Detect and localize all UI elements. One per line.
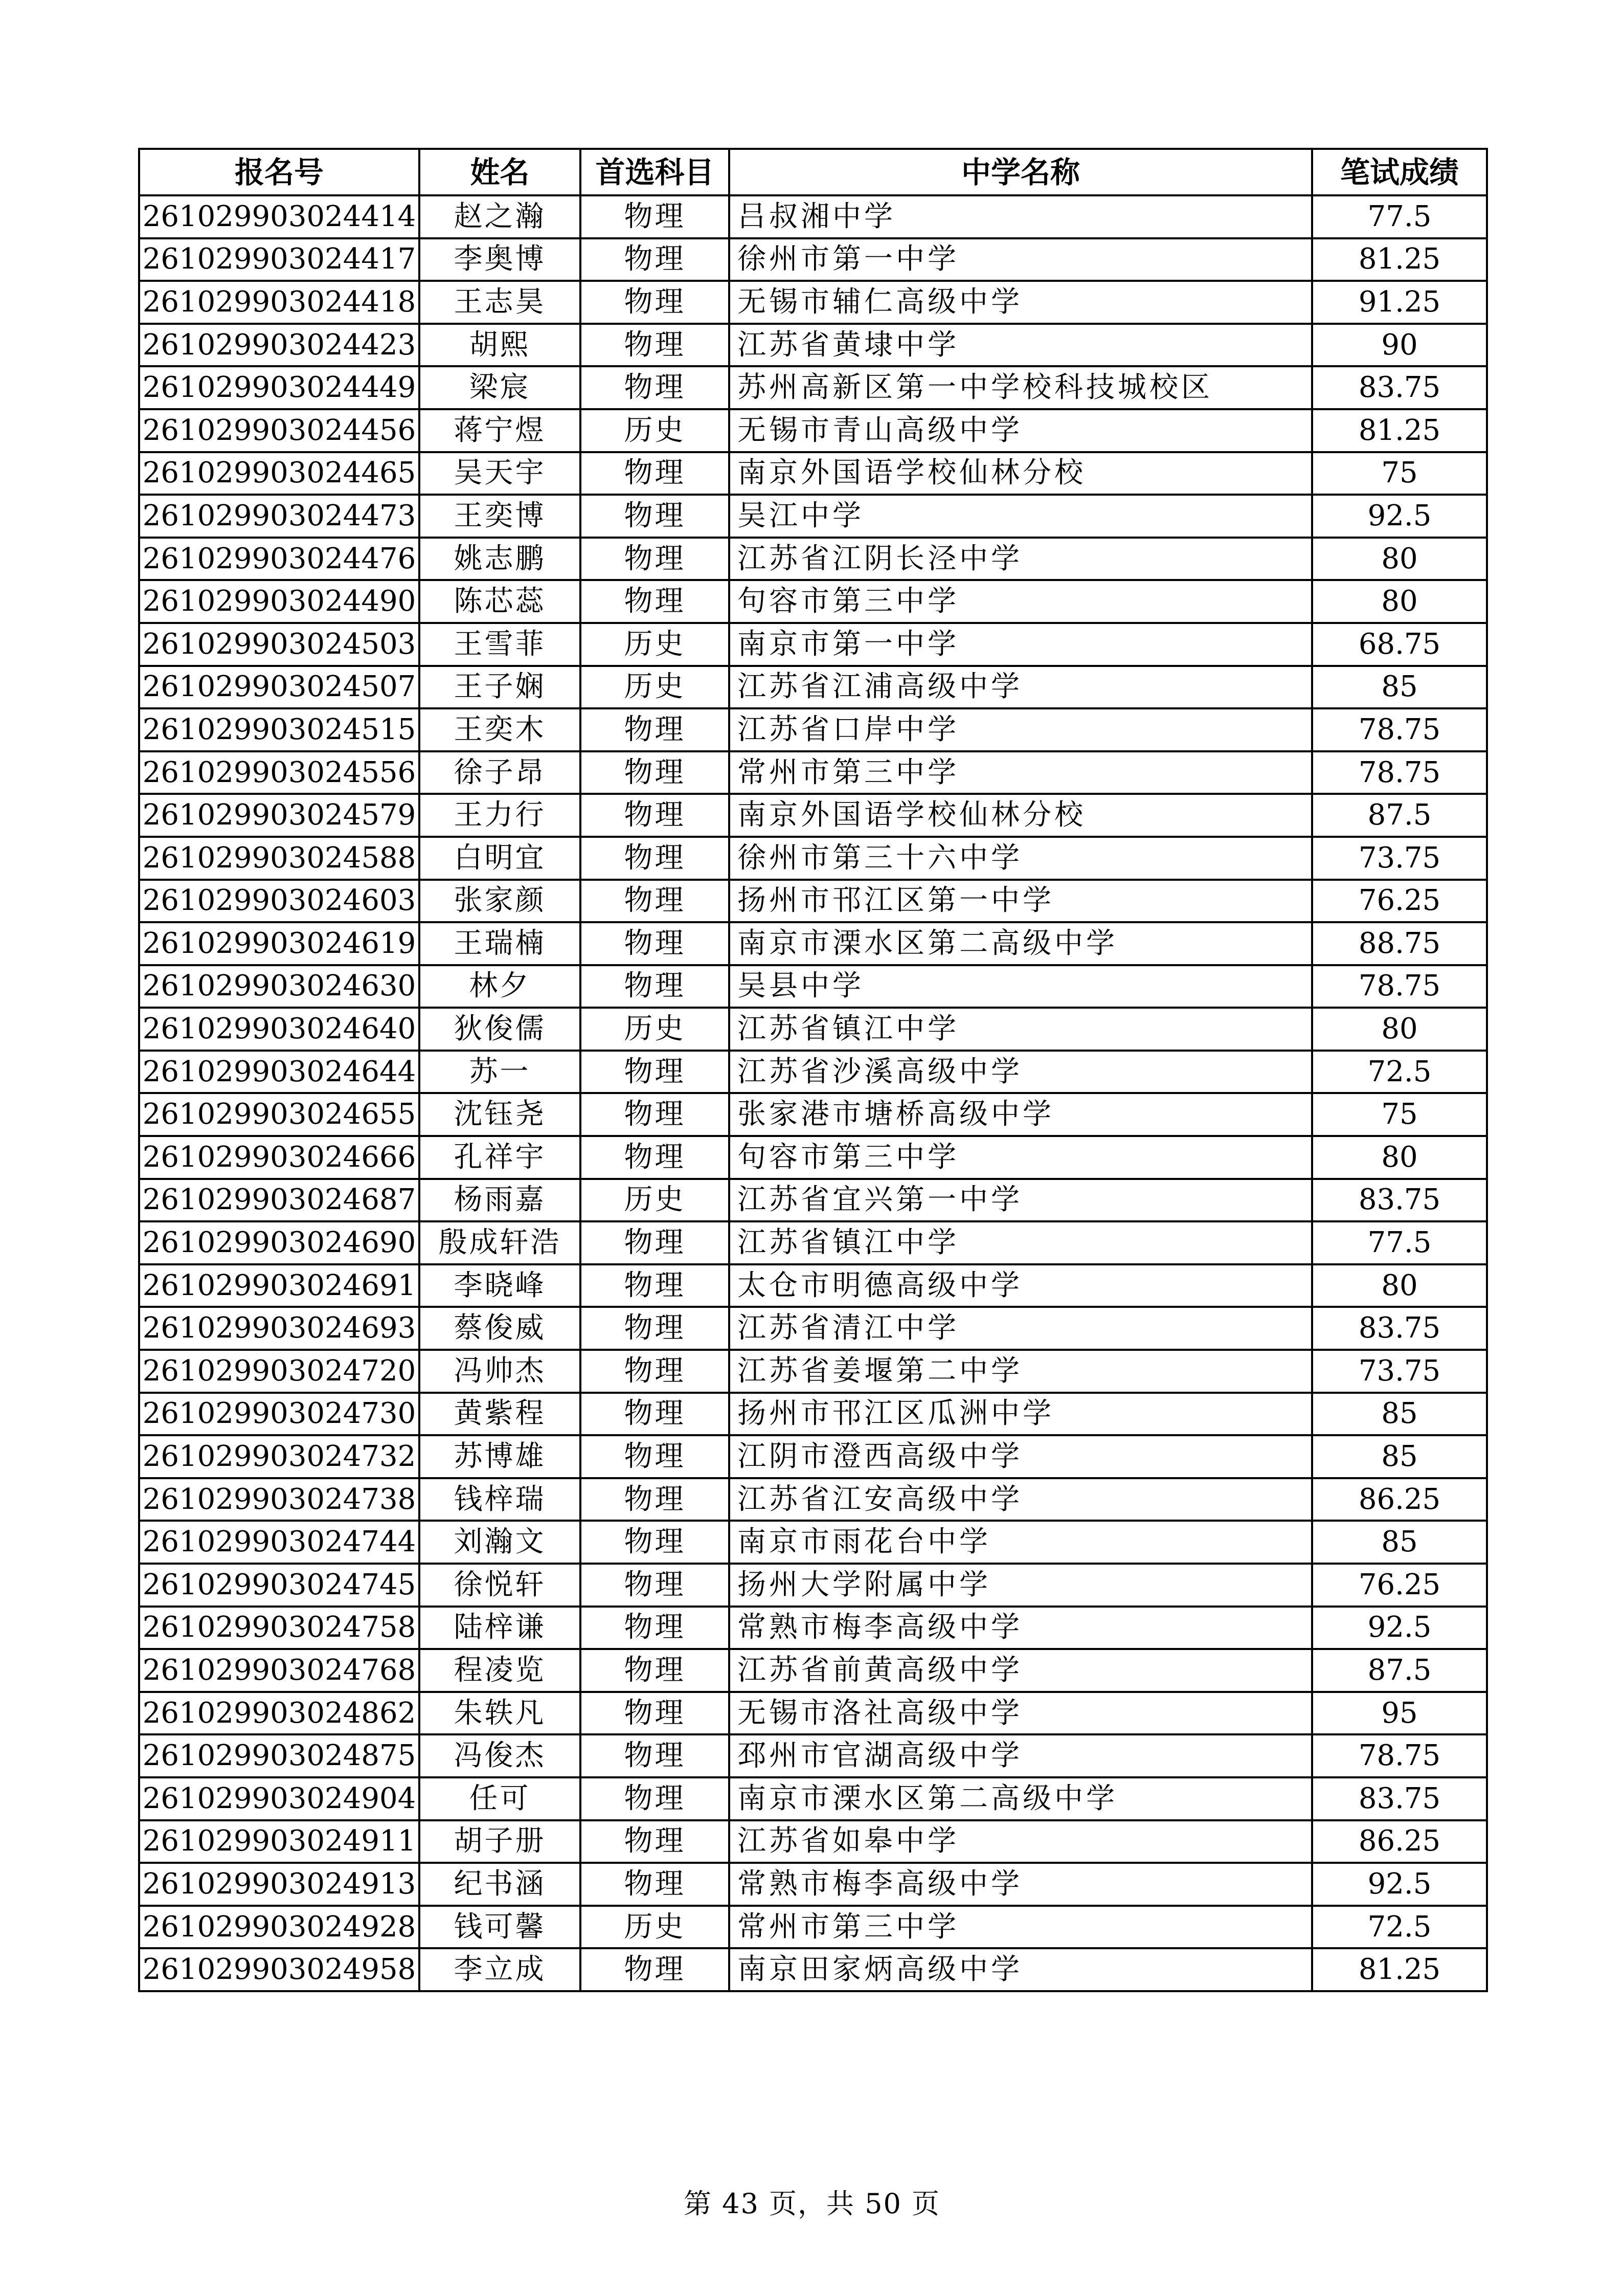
cell-written-score: 68.75 (1312, 623, 1487, 666)
cell-registration-number: 261029903024720 (139, 1350, 419, 1393)
cell-name: 钱可馨 (419, 1906, 580, 1949)
cell-written-score: 81.25 (1312, 409, 1487, 452)
cell-school-name: 扬州市邗江区第一中学 (729, 880, 1312, 923)
cell-primary-subject: 物理 (580, 1264, 729, 1307)
cell-registration-number: 261029903024423 (139, 324, 419, 367)
cell-written-score: 92.5 (1312, 1863, 1487, 1906)
cell-registration-number: 261029903024744 (139, 1521, 419, 1564)
cell-written-score: 83.75 (1312, 366, 1487, 409)
header-written-score: 笔试成绩 (1312, 149, 1487, 195)
cell-written-score: 77.5 (1312, 1221, 1487, 1264)
cell-registration-number: 261029903024418 (139, 281, 419, 324)
table-row (139, 837, 1487, 880)
cell-primary-subject: 物理 (580, 324, 729, 367)
cell-registration-number: 261029903024476 (139, 538, 419, 581)
cell-written-score: 76.25 (1312, 880, 1487, 923)
cell-registration-number: 261029903024503 (139, 623, 419, 666)
cell-name: 王雪菲 (419, 623, 580, 666)
cell-written-score: 87.5 (1312, 794, 1487, 837)
cell-primary-subject: 物理 (580, 1350, 729, 1393)
cell-primary-subject: 物理 (580, 794, 729, 837)
cell-name: 姚志鹏 (419, 538, 580, 581)
cell-primary-subject: 物理 (580, 281, 729, 324)
cell-primary-subject: 历史 (580, 623, 729, 666)
cell-registration-number: 261029903024958 (139, 1948, 419, 1991)
cell-registration-number: 261029903024588 (139, 837, 419, 880)
cell-school-name: 江苏省镇江中学 (729, 1008, 1312, 1051)
cell-school-name: 江苏省前黄高级中学 (729, 1649, 1312, 1692)
cell-registration-number: 261029903024745 (139, 1564, 419, 1607)
table-row (139, 1521, 1487, 1564)
cell-school-name: 江苏省宜兴第一中学 (729, 1179, 1312, 1222)
cell-written-score: 83.75 (1312, 1777, 1487, 1820)
cell-primary-subject: 物理 (580, 1221, 729, 1264)
cell-name: 冯帅杰 (419, 1350, 580, 1393)
cell-school-name: 张家港市塘桥高级中学 (729, 1093, 1312, 1136)
cell-registration-number: 261029903024515 (139, 708, 419, 751)
cell-primary-subject: 物理 (580, 751, 729, 794)
cell-school-name: 常熟市梅李高级中学 (729, 1607, 1312, 1649)
cell-school-name: 南京市溧水区第二高级中学 (729, 1777, 1312, 1820)
table-row (139, 1008, 1487, 1051)
cell-written-score: 80 (1312, 580, 1487, 623)
cell-name: 蔡俊威 (419, 1307, 580, 1350)
cell-primary-subject: 物理 (580, 1863, 729, 1906)
cell-written-score: 80 (1312, 538, 1487, 581)
cell-registration-number: 261029903024603 (139, 880, 419, 923)
table-row (139, 1564, 1487, 1607)
cell-school-name: 南京田家炳高级中学 (729, 1948, 1312, 1991)
cell-written-score: 77.5 (1312, 195, 1487, 238)
cell-registration-number: 261029903024507 (139, 666, 419, 709)
cell-primary-subject: 历史 (580, 409, 729, 452)
table-row (139, 538, 1487, 581)
cell-school-name: 太仓市明德高级中学 (729, 1264, 1312, 1307)
table-row (139, 666, 1487, 709)
cell-school-name: 江苏省如皋中学 (729, 1820, 1312, 1863)
header-primary-subject: 首选科目 (580, 149, 729, 195)
cell-school-name: 扬州大学附属中学 (729, 1564, 1312, 1607)
cell-name: 梁宸 (419, 366, 580, 409)
cell-primary-subject: 物理 (580, 1093, 729, 1136)
cell-school-name: 常州市第三中学 (729, 751, 1312, 794)
table-row (139, 580, 1487, 623)
cell-school-name: 江苏省江阴长泾中学 (729, 538, 1312, 581)
cell-school-name: 句容市第三中学 (729, 580, 1312, 623)
cell-written-score: 80 (1312, 1264, 1487, 1307)
cell-registration-number: 261029903024579 (139, 794, 419, 837)
table-header-row (139, 149, 1487, 195)
cell-primary-subject: 物理 (580, 880, 729, 923)
cell-primary-subject: 物理 (580, 1393, 729, 1436)
cell-school-name: 吴江中学 (729, 495, 1312, 538)
cell-name: 陈芯蕊 (419, 580, 580, 623)
cell-school-name: 南京市溧水区第二高级中学 (729, 922, 1312, 965)
table-body (139, 195, 1487, 1991)
cell-school-name: 常州市第三中学 (729, 1906, 1312, 1949)
cell-written-score: 75 (1312, 452, 1487, 495)
cell-written-score: 72.5 (1312, 1906, 1487, 1949)
cell-name: 钱梓瑞 (419, 1478, 580, 1521)
table-row (139, 281, 1487, 324)
cell-written-score: 92.5 (1312, 1607, 1487, 1649)
cell-registration-number: 261029903024913 (139, 1863, 419, 1906)
cell-school-name: 扬州市邗江区瓜洲中学 (729, 1393, 1312, 1436)
table-row (139, 1649, 1487, 1692)
cell-registration-number: 261029903024875 (139, 1734, 419, 1777)
cell-registration-number: 261029903024666 (139, 1136, 419, 1179)
cell-registration-number: 261029903024693 (139, 1307, 419, 1350)
cell-registration-number: 261029903024928 (139, 1906, 419, 1949)
cell-primary-subject: 物理 (580, 1136, 729, 1179)
cell-primary-subject: 物理 (580, 195, 729, 238)
cell-registration-number: 261029903024687 (139, 1179, 419, 1222)
cell-primary-subject: 物理 (580, 452, 729, 495)
cell-name: 朱轶凡 (419, 1692, 580, 1735)
cell-written-score: 80 (1312, 1008, 1487, 1051)
cell-written-score: 78.75 (1312, 708, 1487, 751)
cell-registration-number: 261029903024691 (139, 1264, 419, 1307)
cell-name: 王子娴 (419, 666, 580, 709)
cell-name: 苏博雄 (419, 1435, 580, 1478)
cell-registration-number: 261029903024417 (139, 238, 419, 281)
table-row (139, 965, 1487, 1008)
cell-name: 程凌览 (419, 1649, 580, 1692)
cell-primary-subject: 物理 (580, 922, 729, 965)
cell-name: 张家颜 (419, 880, 580, 923)
cell-written-score: 83.75 (1312, 1307, 1487, 1350)
table-row (139, 1221, 1487, 1264)
cell-registration-number: 261029903024473 (139, 495, 419, 538)
cell-name: 陆梓谦 (419, 1607, 580, 1649)
cell-school-name: 江阴市澄西高级中学 (729, 1435, 1312, 1478)
cell-name: 王力行 (419, 794, 580, 837)
cell-school-name: 江苏省姜堰第二中学 (729, 1350, 1312, 1393)
cell-school-name: 句容市第三中学 (729, 1136, 1312, 1179)
cell-registration-number: 261029903024904 (139, 1777, 419, 1820)
cell-primary-subject: 物理 (580, 1948, 729, 1991)
cell-primary-subject: 物理 (580, 1607, 729, 1649)
table-row (139, 238, 1487, 281)
cell-written-score: 92.5 (1312, 495, 1487, 538)
cell-registration-number: 261029903024732 (139, 1435, 419, 1478)
cell-written-score: 85 (1312, 1435, 1487, 1478)
table-row (139, 495, 1487, 538)
cell-school-name: 江苏省江安高级中学 (729, 1478, 1312, 1521)
cell-written-score: 86.25 (1312, 1478, 1487, 1521)
cell-written-score: 87.5 (1312, 1649, 1487, 1692)
cell-school-name: 徐州市第一中学 (729, 238, 1312, 281)
cell-school-name: 无锡市青山高级中学 (729, 409, 1312, 452)
cell-name: 王奕博 (419, 495, 580, 538)
cell-name: 徐悦轩 (419, 1564, 580, 1607)
cell-written-score: 75 (1312, 1093, 1487, 1136)
cell-primary-subject: 物理 (580, 1307, 729, 1350)
cell-primary-subject: 物理 (580, 708, 729, 751)
score-table (138, 148, 1488, 1992)
cell-registration-number: 261029903024768 (139, 1649, 419, 1692)
cell-written-score: 72.5 (1312, 1051, 1487, 1094)
cell-registration-number: 261029903024758 (139, 1607, 419, 1649)
cell-name: 孔祥宇 (419, 1136, 580, 1179)
cell-name: 沈钰尧 (419, 1093, 580, 1136)
table-row (139, 1136, 1487, 1179)
cell-written-score: 73.75 (1312, 1350, 1487, 1393)
cell-registration-number: 261029903024414 (139, 195, 419, 238)
table-row (139, 1607, 1487, 1649)
table-row (139, 1307, 1487, 1350)
cell-registration-number: 261029903024690 (139, 1221, 419, 1264)
cell-primary-subject: 物理 (580, 1521, 729, 1564)
table-row (139, 452, 1487, 495)
cell-primary-subject: 物理 (580, 965, 729, 1008)
cell-name: 林夕 (419, 965, 580, 1008)
cell-primary-subject: 物理 (580, 1777, 729, 1820)
cell-name: 刘瀚文 (419, 1521, 580, 1564)
table-row (139, 708, 1487, 751)
cell-name: 王瑞楠 (419, 922, 580, 965)
cell-school-name: 邳州市官湖高级中学 (729, 1734, 1312, 1777)
cell-written-score: 73.75 (1312, 837, 1487, 880)
cell-written-score: 80 (1312, 1136, 1487, 1179)
cell-primary-subject: 物理 (580, 1478, 729, 1521)
table-row (139, 409, 1487, 452)
cell-registration-number: 261029903024630 (139, 965, 419, 1008)
table-row (139, 751, 1487, 794)
cell-written-score: 88.75 (1312, 922, 1487, 965)
cell-school-name: 吴县中学 (729, 965, 1312, 1008)
cell-primary-subject: 物理 (580, 1564, 729, 1607)
table-row (139, 1777, 1487, 1820)
table-row (139, 1051, 1487, 1094)
cell-written-score: 83.75 (1312, 1179, 1487, 1222)
cell-school-name: 无锡市洛社高级中学 (729, 1692, 1312, 1735)
cell-school-name: 常熟市梅李高级中学 (729, 1863, 1312, 1906)
cell-name: 冯俊杰 (419, 1734, 580, 1777)
cell-name: 黄紫程 (419, 1393, 580, 1436)
cell-written-score: 95 (1312, 1692, 1487, 1735)
cell-name: 王奕木 (419, 708, 580, 751)
cell-primary-subject: 历史 (580, 666, 729, 709)
table-row (139, 794, 1487, 837)
table-row (139, 366, 1487, 409)
header-name: 姓名 (419, 149, 580, 195)
cell-registration-number: 261029903024640 (139, 1008, 419, 1051)
cell-school-name: 南京市雨花台中学 (729, 1521, 1312, 1564)
cell-primary-subject: 历史 (580, 1008, 729, 1051)
cell-written-score: 78.75 (1312, 751, 1487, 794)
cell-school-name: 江苏省口岸中学 (729, 708, 1312, 751)
cell-name: 王志昊 (419, 281, 580, 324)
cell-name: 李奥博 (419, 238, 580, 281)
cell-name: 任可 (419, 1777, 580, 1820)
cell-written-score: 85 (1312, 1393, 1487, 1436)
cell-registration-number: 261029903024655 (139, 1093, 419, 1136)
table-row (139, 1393, 1487, 1436)
cell-registration-number: 261029903024449 (139, 366, 419, 409)
cell-primary-subject: 物理 (580, 580, 729, 623)
cell-primary-subject: 物理 (580, 538, 729, 581)
cell-registration-number: 261029903024490 (139, 580, 419, 623)
cell-registration-number: 261029903024911 (139, 1820, 419, 1863)
cell-school-name: 吕叔湘中学 (729, 195, 1312, 238)
score-sheet (138, 148, 1486, 1992)
table-row (139, 1179, 1487, 1222)
table-row (139, 195, 1487, 238)
cell-primary-subject: 历史 (580, 1179, 729, 1222)
table-row (139, 1478, 1487, 1521)
cell-registration-number: 261029903024644 (139, 1051, 419, 1094)
cell-name: 赵之瀚 (419, 195, 580, 238)
cell-school-name: 南京外国语学校仙林分校 (729, 794, 1312, 837)
table-row (139, 1692, 1487, 1735)
cell-written-score: 78.75 (1312, 1734, 1487, 1777)
table-row (139, 324, 1487, 367)
header-school-name: 中学名称 (729, 149, 1312, 195)
cell-school-name: 苏州高新区第一中学校科技城校区 (729, 366, 1312, 409)
cell-school-name: 徐州市第三十六中学 (729, 837, 1312, 880)
cell-school-name: 南京市第一中学 (729, 623, 1312, 666)
table-row (139, 1734, 1487, 1777)
table-row (139, 1820, 1487, 1863)
cell-primary-subject: 物理 (580, 495, 729, 538)
cell-primary-subject: 物理 (580, 1734, 729, 1777)
table-row (139, 1264, 1487, 1307)
cell-name: 狄俊儒 (419, 1008, 580, 1051)
cell-school-name: 南京外国语学校仙林分校 (729, 452, 1312, 495)
cell-school-name: 江苏省黄埭中学 (729, 324, 1312, 367)
cell-school-name: 江苏省清江中学 (729, 1307, 1312, 1350)
cell-primary-subject: 历史 (580, 1906, 729, 1949)
table-row (139, 1863, 1487, 1906)
cell-name: 胡子册 (419, 1820, 580, 1863)
cell-name: 蒋宁煜 (419, 409, 580, 452)
header-registration-number: 报名号 (139, 149, 419, 195)
cell-primary-subject: 物理 (580, 1820, 729, 1863)
cell-written-score: 81.25 (1312, 1948, 1487, 1991)
cell-name: 胡熙 (419, 324, 580, 367)
cell-written-score: 78.75 (1312, 965, 1487, 1008)
table-row (139, 1906, 1487, 1949)
cell-name: 徐子昂 (419, 751, 580, 794)
cell-name: 李晓峰 (419, 1264, 580, 1307)
cell-name: 吴天宇 (419, 452, 580, 495)
cell-primary-subject: 物理 (580, 238, 729, 281)
cell-registration-number: 261029903024862 (139, 1692, 419, 1735)
cell-written-score: 81.25 (1312, 238, 1487, 281)
cell-name: 殷成轩浩 (419, 1221, 580, 1264)
cell-primary-subject: 物理 (580, 837, 729, 880)
cell-written-score: 91.25 (1312, 281, 1487, 324)
page-number: 第 43 页，共 50 页 (683, 2188, 941, 2220)
cell-registration-number: 261029903024619 (139, 922, 419, 965)
cell-school-name: 江苏省镇江中学 (729, 1221, 1312, 1264)
table-row (139, 1948, 1487, 1991)
table-row (139, 1350, 1487, 1393)
table-row (139, 1093, 1487, 1136)
cell-written-score: 85 (1312, 666, 1487, 709)
cell-written-score: 76.25 (1312, 1564, 1487, 1607)
cell-registration-number: 261029903024738 (139, 1478, 419, 1521)
cell-registration-number: 261029903024456 (139, 409, 419, 452)
cell-primary-subject: 物理 (580, 1649, 729, 1692)
cell-written-score: 85 (1312, 1521, 1487, 1564)
cell-registration-number: 261029903024465 (139, 452, 419, 495)
cell-name: 苏一 (419, 1051, 580, 1094)
cell-name: 李立成 (419, 1948, 580, 1991)
cell-primary-subject: 物理 (580, 1692, 729, 1735)
cell-primary-subject: 物理 (580, 1435, 729, 1478)
cell-name: 杨雨嘉 (419, 1179, 580, 1222)
table-row (139, 623, 1487, 666)
cell-registration-number: 261029903024730 (139, 1393, 419, 1436)
cell-school-name: 江苏省江浦高级中学 (729, 666, 1312, 709)
table-row (139, 922, 1487, 965)
cell-school-name: 江苏省沙溪高级中学 (729, 1051, 1312, 1094)
table-row (139, 880, 1487, 923)
cell-primary-subject: 物理 (580, 1051, 729, 1094)
cell-written-score: 90 (1312, 324, 1487, 367)
table-row (139, 1435, 1487, 1478)
cell-written-score: 86.25 (1312, 1820, 1487, 1863)
cell-registration-number: 261029903024556 (139, 751, 419, 794)
cell-school-name: 无锡市辅仁高级中学 (729, 281, 1312, 324)
cell-name: 白明宜 (419, 837, 580, 880)
cell-name: 纪书涵 (419, 1863, 580, 1906)
cell-primary-subject: 物理 (580, 366, 729, 409)
